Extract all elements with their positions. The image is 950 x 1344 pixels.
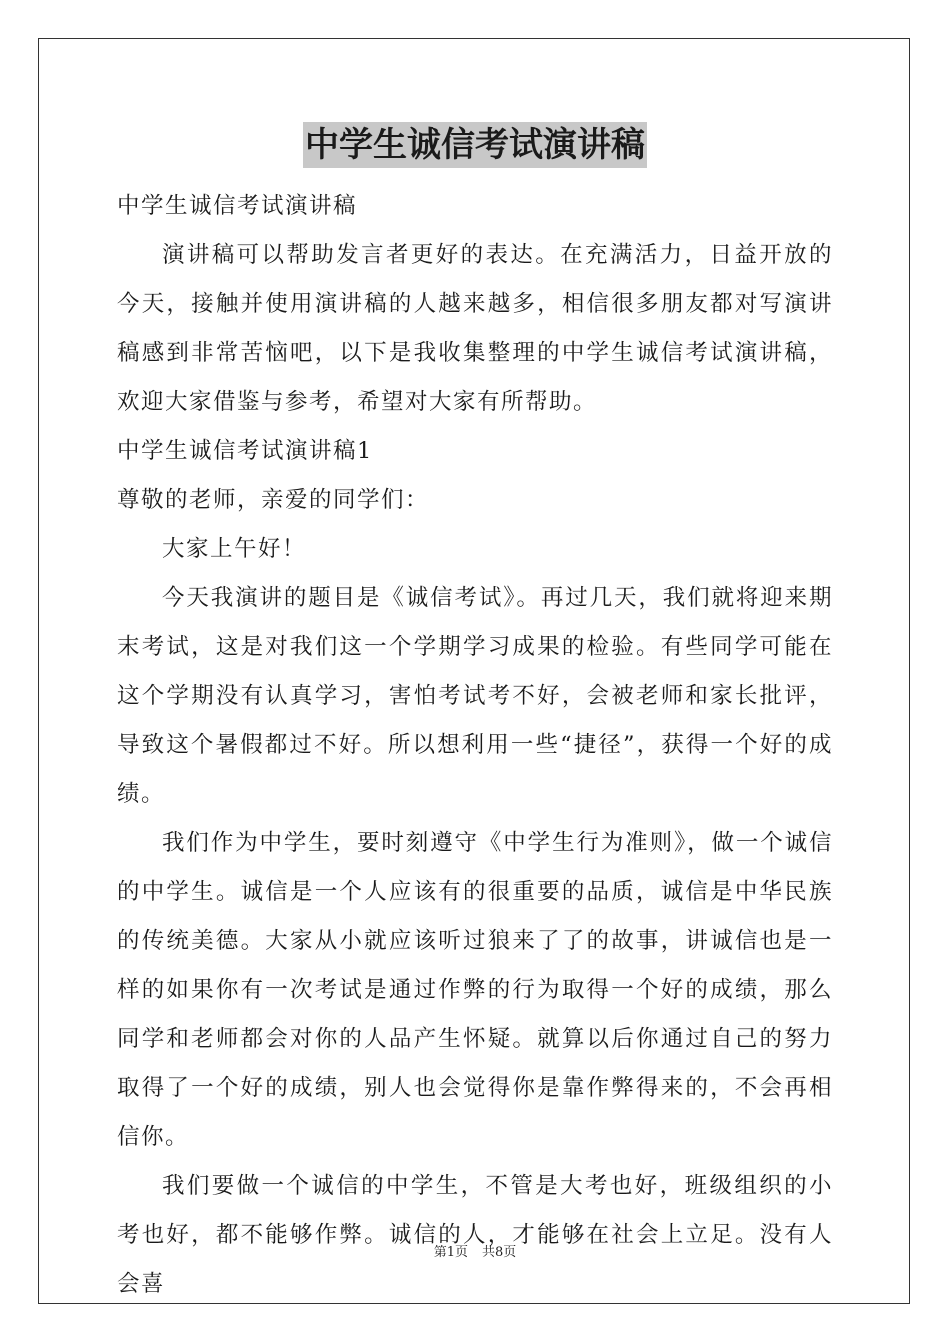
salutation: 尊敬的老师，亲爱的同学们：: [117, 487, 430, 513]
subtitle-line: 中学生诚信考试演讲稿: [117, 193, 358, 219]
page-number: 第1页: [433, 1245, 468, 1260]
page-footer: [0, 1244, 950, 1262]
title-container: [0, 122, 950, 168]
document-title: 中学生诚信考试演讲稿: [303, 122, 647, 168]
body-paragraph-1: 今天我演讲的题目是《诚信考试》。再过几天，我们就将迎来期末考试，这是对我们这一个学期学习成果的检验。有些同学可能在这个学期没有认真学习，害怕考试考不好，会被老师和家长批评，导致这个暑假都过不好。所以想利用一些“捷径”，获得一个好的成绩。: [117, 585, 833, 807]
body-paragraph-2: 我们作为中学生，要时刻遵守《中学生行为准则》，做一个诚信的中学生。诚信是一个人应该有的很重要的品质，诚信是中华民族的传统美德。大家从小就应该听过狼来了了的故事，讲诚信也是一样的如果你有一次考试是通过作弊的行为取得一个好的成绩，那么同学和老师都会对你的人品产生怀疑。就算以后你通过自己的努力取得了一个好的成绩，别人也会觉得你是靠作弊得来的，不会再相信你。: [117, 830, 833, 1150]
page-total: 共8页: [482, 1245, 517, 1260]
body-paragraph-3: 我们要做一个诚信的中学生，不管是大考也好，班级组织的小考也好，都不能够作弊。诚信的人，才能够在社会上立足。没有人会喜: [117, 1173, 833, 1297]
intro-paragraph: 演讲稿可以帮助发言者更好的表达。在充满活力，日益开放的今天，接触并使用演讲稿的人越来越多，相信很多朋友都对写演讲稿感到非常苦恼吧，以下是我收集整理的中学生诚信考试演讲稿，欢迎大家借鉴与参考，希望对大家有所帮助。: [117, 242, 833, 415]
greeting: 大家上午好！: [162, 536, 307, 562]
section-heading: 中学生诚信考试演讲稿1: [117, 438, 373, 464]
document-body: [117, 182, 833, 1309]
